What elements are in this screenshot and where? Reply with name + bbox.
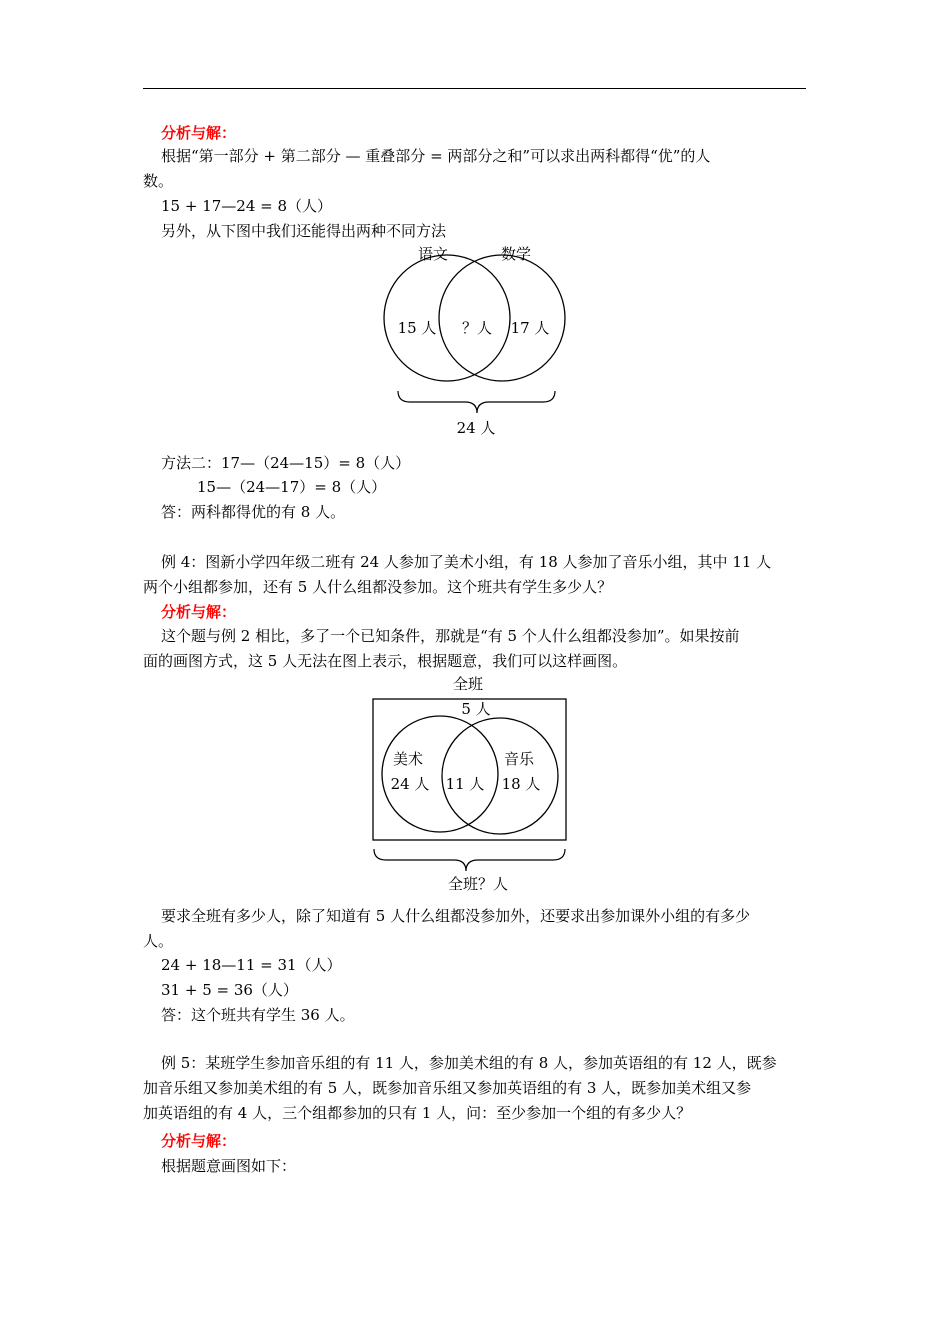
left-value: 24 人 xyxy=(390,775,430,793)
total-brace xyxy=(398,391,555,413)
answer: 答：这个班共有学生 36 人。 xyxy=(161,1006,355,1024)
analysis-heading-1: 分析与解： xyxy=(161,124,237,142)
example-4-question: 例 4：图新小学四年级二班有 24 人参加了美术小组，有 18 人参加了音乐小组，其中 11 人 xyxy=(161,553,772,571)
class-total: 全班？人 xyxy=(447,875,509,893)
paragraph-line: 数。 xyxy=(143,172,174,190)
venn-circle-left xyxy=(384,255,510,381)
venn-right-value: 17 人 xyxy=(510,319,550,337)
overlap-value: 11 人 xyxy=(445,775,485,793)
left-name: 美术 xyxy=(392,750,424,768)
total-brace xyxy=(374,849,565,871)
equation: 24 + 18—11 = 31（人） xyxy=(161,956,342,974)
paragraph-line: 面的画图方式，这 5 人无法在图上表示，根据题意，我们可以这样画图。 xyxy=(143,652,628,670)
method-two-line: 方法二：17—（24—15）= 8（人） xyxy=(161,454,411,472)
paragraph-line: 这个题与例 2 相比，多了一个已知条件，那就是“有 5 个人什么组都没参加”。如果按前 xyxy=(161,627,740,645)
example-5-question: 加音乐组又参加美术组的有 5 人，既参加音乐组又参加英语组的有 3 人，既参加美术组又参 xyxy=(143,1079,752,1097)
venn-label-left: 语文 xyxy=(417,245,449,263)
venn-diagram-2 xyxy=(373,675,566,893)
outside-value: 5 人 xyxy=(461,700,491,718)
method-two-line: 15—（24—17）= 8（人） xyxy=(197,478,387,496)
right-name: 音乐 xyxy=(503,750,535,768)
venn-total: 24 人 xyxy=(456,419,496,437)
venn-circle-right xyxy=(439,255,565,381)
example-5-question: 加英语组的有 4 人，三个组都参加的只有 1 人，问：至少参加一个组的有多少人？ xyxy=(143,1104,692,1122)
venn-circle-left xyxy=(382,716,498,832)
venn-left-value: 15 人 xyxy=(397,319,437,337)
venn-label-right: 数学 xyxy=(500,245,532,263)
example-4-question: 两个小组都参加，还有 5 人什么组都没参加。这个班共有学生多少人？ xyxy=(143,578,613,596)
analysis-heading-3: 分析与解： xyxy=(161,1132,237,1150)
paragraph-line: 另外，从下图中我们还能得出两种不同方法 xyxy=(161,222,447,240)
class-box xyxy=(373,699,566,840)
paragraph-line: 人。 xyxy=(143,932,174,950)
right-value: 18 人 xyxy=(501,775,541,793)
box-label: 全班 xyxy=(452,675,484,693)
venn-overlap-value: ？人 xyxy=(461,319,493,337)
paragraph-line: 要求全班有多少人，除了知道有 5 人什么组都没参加外，还要求出参加课外小组的有多少 xyxy=(161,907,751,925)
paragraph-line: 根据“第一部分 + 第二部分 — 重叠部分 = 两部分之和”可以求出两科都得“优”的人 xyxy=(161,147,711,165)
equation: 31 + 5 = 36（人） xyxy=(161,981,298,999)
paragraph-line: 根据题意画图如下： xyxy=(161,1157,297,1175)
analysis-heading-2: 分析与解： xyxy=(161,603,237,621)
answer: 答：两科都得优的有 8 人。 xyxy=(161,503,346,521)
venn-diagram-1 xyxy=(384,245,565,437)
equation: 15 + 17—24 = 8（人） xyxy=(161,197,333,215)
example-5-question: 例 5：某班学生参加音乐组的有 11 人，参加美术组的有 8 人，参加英语组的有 12 人，既参 xyxy=(161,1054,777,1072)
